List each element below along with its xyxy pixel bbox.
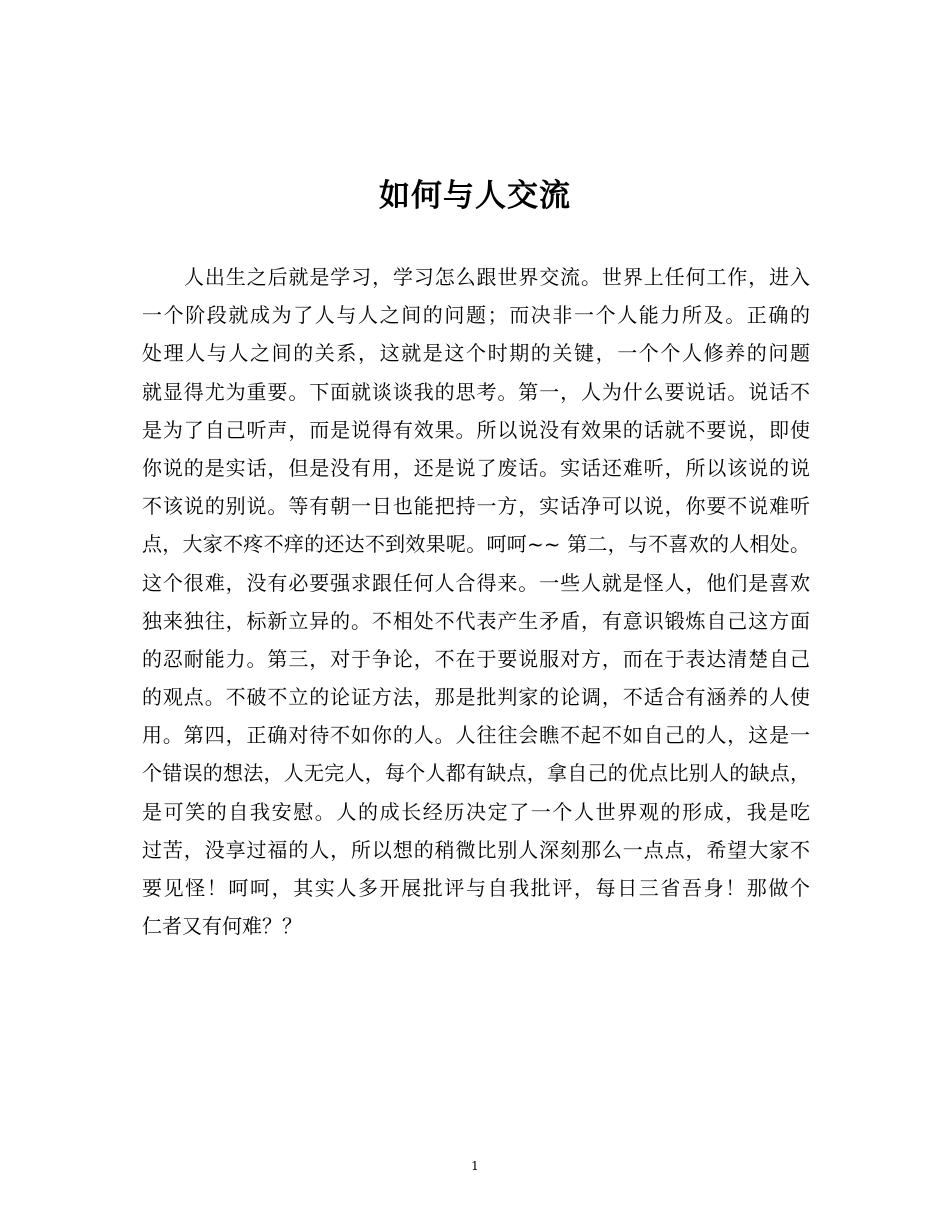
paragraph-line: 仁者又有何难？？ (142, 914, 302, 939)
paragraph-line: 这个很难，没有必要强求跟任何人合得来。一些人就是怪人，他们是喜欢 (142, 570, 810, 595)
document-title: 如何与人交流 (379, 178, 571, 214)
paragraph-line: 一个阶段就成为了人与人之间的问题；而决非一个人能力所及。正确的 (142, 303, 810, 328)
paragraph-line: 独来独往，标新立异的。不相处不代表产生矛盾，有意识锻炼自己这方面 (142, 608, 810, 633)
paragraph-line: 要见怪！呵呵，其实人多开展批评与自我批评，每日三省吾身！那做个 (142, 876, 810, 900)
paragraph-line: 你说的是实话，但是没有用，还是说了废话。实话还难听，所以该说的说 (142, 455, 810, 480)
page-number: 1 (471, 1159, 479, 1173)
paragraph-line: 是为了自己听声，而是说得有效果。所以说没有效果的话就不要说，即使 (142, 417, 810, 442)
paragraph-line: 是可笑的自我安慰。人的成长经历决定了一个人世界观的形成，我是吃 (142, 799, 810, 824)
paragraph-line: 点，大家不疼不痒的还达不到效果呢。呵呵~~ 第二，与不喜欢的人相处。 (142, 532, 810, 557)
paragraph-line: 的观点。不破不立的论证方法，那是批判家的论调，不适合有涵养的人使 (142, 685, 810, 710)
paragraph-line: 过苦，没享过福的人，所以想的稍微比别人深刻那么一点点，希望大家不 (142, 837, 810, 862)
paragraph-line: 就显得尤为重要。下面就谈谈我的思考。第一，人为什么要说话。说话不 (142, 379, 810, 404)
body-paragraph (142, 258, 810, 945)
paragraph-line: 用。第四，正确对待不如你的人。人往往会瞧不起不如自己的人，这是一 (142, 723, 810, 748)
paragraph-line: 个错误的想法，人无完人，每个人都有缺点，拿自己的优点比别人的缺点， (142, 761, 810, 786)
paragraph-line: 的忍耐能力。第三，对于争论，不在于要说服对方，而在于表达清楚自己 (142, 646, 810, 671)
paragraph-line: 处理人与人之间的关系，这就是这个时期的关键，一个个人修养的问题 (142, 341, 810, 366)
paragraph-line: 不该说的别说。等有朝一日也能把持一方，实话净可以说，你要不说难听 (142, 494, 810, 519)
paragraph-line: 人出生之后就是学习，学习怎么跟世界交流。世界上任何工作，进入 (184, 265, 810, 289)
